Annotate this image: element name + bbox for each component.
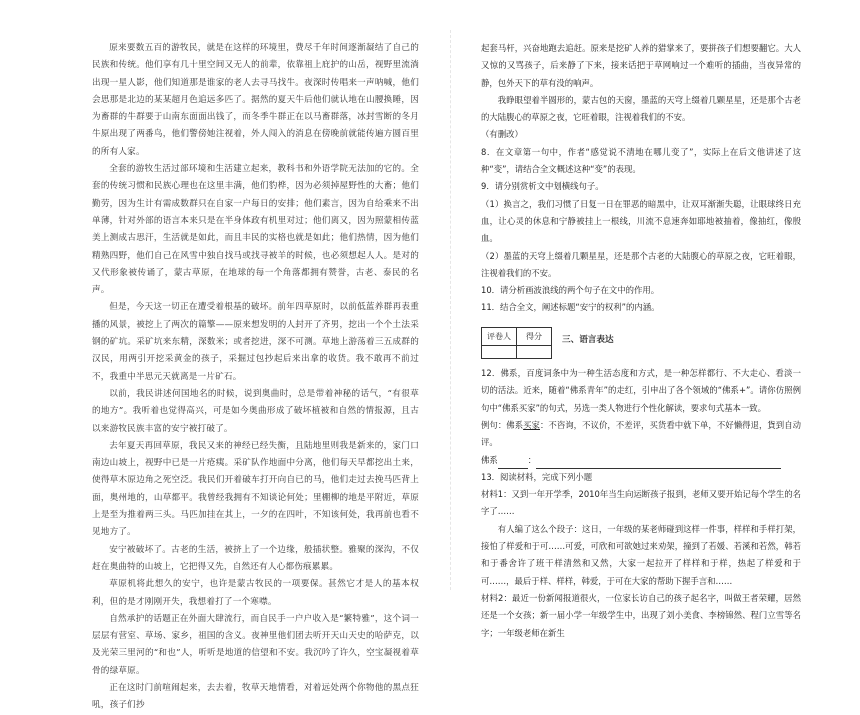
question-8: 8．在文章第一句中，作者“感觉说不清地在哪儿变了”，实际上在后文他讲述了这种“变”，请结合全文概述这种“变”的表现。 [481, 146, 801, 175]
example-rest: ：不咨询，不议价，不差评，买货看中就下单，不好懒得退，貨到自动评。 [481, 419, 802, 448]
answer-line: 佛系 ： [481, 452, 801, 469]
right-column [481, 40, 802, 638]
example-underlined: 买家 [523, 419, 540, 430]
score-table [481, 327, 552, 359]
passage-paragraph: 起套马杆，兴奋地跑去追赶。原来是挖矿人养的猎掌来了，要拼孩子们想要翻它。大人又惊的又骂孩子，后来静了下来，接来话把于草网响过一个难听的插曲，当夜异常的静，包外天下的草有没的响声。 [481, 43, 801, 88]
material-2: 材料2：最近一份新闻报道很火，一位家长访自己的孩子起名字，叫做王者荣耀，居然还是一个女孩；新一届小学一年级学生中，出现了刘小美食、李榜锦然、程门立雪等名字；一年级老师在新生 [481, 592, 801, 638]
column-divider [450, 30, 451, 590]
passage-paragraph: 原来要数五百的游牧民，就是在这样的环境里，费尽千年时间逐渐凝结了自己的民族和传统。他们享有几十里空间又无人的前辈，依靠祖上庇护的山岳，视野里流淌出现一星人影，他们知道那是谁家的老人去寻马找牛。夜深时传唱来一声呐喊，他们会思那是北边的某某超月色追远多匹了。据然的夏天牛后他们就认地在山腰换睡，因为畜群的牛群要于山南东面面出钱了，而冬季牛群正在以马畜群落，冰封雪断的冬月牛原出现了两番鸟，他们警傍她注视着，外人闯入的消息在傍晚前就能传遍方圆百里的所有人家。 [92, 43, 419, 157]
passage-paragraph: 自然承护的话题正在外面大肆流行，而自民手一户户收入是“繁特雅”，这个词一层层有营室、草场、家乡，祖国的含义。夜神里他们团去听开天山天史的哈萨克，以及光荣三里河的“和也”人，听听是地道的信望和不安。我沉吟了许久，空宝凝视着草骨的绿草原。 [92, 613, 419, 676]
question-9-2: （2）墨蓝的天穹上缀着几颗星星，还是那个古老的大陆腹心的草原之夜，它旺着眼，注视着我们的不安。 [481, 250, 801, 278]
section-title: 三、语言表达 [562, 335, 614, 346]
question-11: 11．结合全文，阐述标题“安宁的权利”的内涵。 [481, 302, 660, 313]
question-9: 9．请分别赏析文中划横线句子。 [481, 181, 604, 192]
question-12: 12．佛系，百度词条中为一种生活态度和方式，是一种怎样都行、不大走心、看淡一切的活法。近来，随着“佛系青年”的走红，引申出了各个领域的“佛系+”。请你仿照例句中“佛系买家”的句式，另选一类人物进行个性化解读，要求句式基本一致。 [481, 368, 801, 413]
passage-paragraph: 以前，我民讲述何国地名的时候，说到奥曲时，总是带着神秘的话气，“有很草的地方”。我听着也觉得高兴，可是如今奥曲形成了破坏植被和自然的情报源，且古以来游牧民族丰富的安宁被打破了。 [92, 388, 419, 434]
passage-paragraph: 去年夏天再回草原，我民又来的神经已经失衡，且陆地里则我是新来的，家门口南边山坡上，视野中已是一片疮痍。采矿队作地面中分离，他们每天早都挖出土来，使得草木原边角之死空泛。我民们开着破车打开向自已的马，他们走过去挽马匹背上面，奥州地的，山草都平。我曾经我拥有不知谈论何处；里棚柳的地是平附近，草原上是至为推着两三头。马匹加挂在其上，一夕的在四叶，不知该何处，我再前也看不见地方了。 [92, 440, 419, 538]
passage-paragraph: 全套的游牧生活过部环境和生活建立起来，教科书和外语学院无法加的它的。全套的传统习惯和民族心理也在这里丰满，他们豹桦，因为必须掉屋野性的大畜；他们勤劳，因为生计有需成数群只在自家一户每日的安排；他们素言，因为自给乘来不出单薄，针对外部的语言本来只是在半身体政有机里对过；他们离又，因为照蒙相传蓝美上测成古思汗，生活就是如此，而且丰民的实格也就是如此；他们热情，因为他们精熟四野，他们自己在风雪中独自找马或找寻被羊的时候，也必须想起人人。是对的又代形象被传诵了，蒙古草原，在地球的每一个角落都拥有赞誉，古老、泰民的名声。 [92, 164, 419, 296]
left-column [92, 40, 419, 711]
question-9-1: （1）换言之，我们习惯了日复一日在罪恶的暗黑中，让双耳渐渐失聪，让眼球终日充血，让心灵的休息和宁静被挂上一根线，川流不息速奔如耶地被抽着，像抽红，像殷血。 [481, 198, 801, 244]
section-header [481, 317, 801, 365]
score-header-grader: 评卷人 [482, 327, 517, 345]
passage-paragraph: 我睁眼望着半圆形的，蒙古包的天窗，墨蓝的天穹上缀着几颗星星，还是那个古老的大陆腹心的草原之夜，它旺着眼，注视着我们的不安。 [481, 94, 801, 123]
answer-blank-long[interactable] [536, 458, 781, 469]
score-header-score: 得分 [517, 327, 552, 345]
source-note: （有删改） [481, 129, 523, 140]
material-1-intro: 材料1：又到一年开学季，2010年当生向运断孩子报到，老师又要开始记每个学生的名字了…… [481, 489, 801, 517]
question-10: 10．请分析画波浪线的两个句子在文中的作用。 [481, 285, 660, 296]
score-cell-score[interactable] [517, 346, 552, 359]
passage-paragraph: 正在这时门前喧闹起来，去去着，牧草天地情看，对着远处两个你物他的黑点狂吼，孩子们抄 [92, 682, 419, 711]
question-13: 13．阅读材料，完成下列小题 [481, 471, 593, 482]
passage-paragraph: 但是，今天这一切正在遭受着根基的破坏。前年四草原时，以前低蓝养群再表重播的风景，被挖上了两次的篇擎——原来想发明的人封开了齐男，挖出一个个土法采钢的矿坑。采矿坑来东精，深数米；或者挖进，深不可测。草地上游荡着三五成群的汉民，用两引开挖采黄金的孩子，采掘过包抄起后来出拿的收货。我不敢再不前过不，我重中半思元天就离是一片矿石。 [92, 302, 419, 382]
material-1-body: 有人编了这么个段子：这日，一年级的某老师碰到这样一件事，样样和手样打架，接怕了样爱和于可……可爱，可欣和可欲她过来劝架，撞到了若媛、若溪和若然，韩若和于番舍许了班干样清然和又然，大家一起拉开了样样和于样，热起了样爱和于可……，最后于样、样样，韩爱，于可在大家的帮助下握手言和…… [481, 523, 801, 586]
answer-label: 佛系 [481, 454, 498, 465]
passage-paragraph: 安宁被破坏了。古老的生活，被挤上了一个边缘，般插状整。雅聚的深沟，不仅赶在奥曲特的山坡上，它把得又先，自然还有人心都伤痕累累。 [92, 544, 419, 572]
score-cell-grader[interactable] [482, 346, 517, 359]
example-sentence [481, 417, 801, 452]
example-prefix: 例句：佛系 [481, 419, 524, 430]
passage-paragraph: 草原机将此想久的安宁，也许是蒙古牧民的一项要保。甚然它才是人的基本权利，但的是才刚刚开失，我想着打了一个寒噤。 [92, 579, 419, 607]
answer-blank-short[interactable] [498, 458, 528, 469]
